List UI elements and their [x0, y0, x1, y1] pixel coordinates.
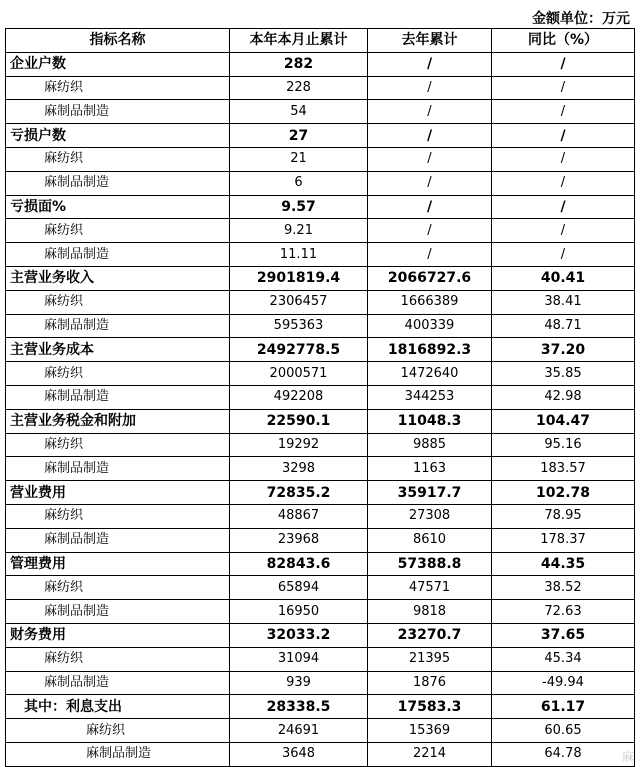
row-name-cell: 企业户数 [6, 52, 230, 76]
table-row [6, 147, 635, 171]
row-last-year-cell: 400339 [368, 314, 492, 338]
row-current-cell: 23968 [230, 528, 368, 552]
table-row [6, 695, 635, 719]
row-yoy-cell: 48.71 [492, 314, 635, 338]
table-row [6, 76, 635, 100]
row-last-year-cell: 8610 [368, 528, 492, 552]
table-row [6, 576, 635, 600]
row-last-year-cell: 9885 [368, 433, 492, 457]
statistics-table [5, 28, 635, 767]
row-current-cell: 31094 [230, 647, 368, 671]
table-row [6, 623, 635, 647]
row-name-cell: 麻制品制造 [6, 171, 230, 195]
row-current-cell: 3298 [230, 457, 368, 481]
table-row [6, 481, 635, 505]
header-yoy: 同比（%） [492, 29, 635, 53]
row-name-cell: 麻纺织 [6, 647, 230, 671]
row-yoy-cell: / [492, 171, 635, 195]
row-yoy-cell: 44.35 [492, 552, 635, 576]
table-row [6, 219, 635, 243]
table-row [6, 124, 635, 148]
row-last-year-cell: 1472640 [368, 362, 492, 386]
row-current-cell: 65894 [230, 576, 368, 600]
row-yoy-cell: 61.17 [492, 695, 635, 719]
row-last-year-cell: 23270.7 [368, 623, 492, 647]
row-last-year-cell: 9818 [368, 600, 492, 624]
row-current-cell: 21 [230, 147, 368, 171]
unit-label: 金额单位：万元 [532, 11, 630, 27]
row-name-cell: 麻制品制造 [6, 314, 230, 338]
row-yoy-cell: / [492, 124, 635, 148]
row-yoy-cell: -49.94 [492, 671, 635, 695]
row-name-cell: 麻制品制造 [6, 100, 230, 124]
table-row [6, 457, 635, 481]
table-row [6, 742, 635, 766]
row-current-cell: 24691 [230, 719, 368, 743]
row-last-year-cell: 35917.7 [368, 481, 492, 505]
table-row [6, 719, 635, 743]
row-last-year-cell: 57388.8 [368, 552, 492, 576]
table-row [6, 600, 635, 624]
row-name-cell: 麻制品制造 [6, 528, 230, 552]
table-row [6, 195, 635, 219]
row-last-year-cell: / [368, 124, 492, 148]
row-current-cell: 9.57 [230, 195, 368, 219]
row-current-cell: 2901819.4 [230, 266, 368, 290]
row-name-cell: 麻纺织 [6, 76, 230, 100]
row-current-cell: 282 [230, 52, 368, 76]
row-last-year-cell: / [368, 52, 492, 76]
row-yoy-cell: / [492, 76, 635, 100]
table-row [6, 290, 635, 314]
row-yoy-cell: 40.41 [492, 266, 635, 290]
row-current-cell: 3648 [230, 742, 368, 766]
row-current-cell: 939 [230, 671, 368, 695]
row-current-cell: 9.21 [230, 219, 368, 243]
row-name-cell: 麻纺织 [6, 147, 230, 171]
table-row [6, 100, 635, 124]
row-last-year-cell: 27308 [368, 504, 492, 528]
row-name-cell: 管理费用 [6, 552, 230, 576]
row-yoy-cell: 95.16 [492, 433, 635, 457]
row-name-cell: 主营业务收入 [6, 266, 230, 290]
table-row [6, 671, 635, 695]
row-last-year-cell: 11048.3 [368, 409, 492, 433]
row-current-cell: 48867 [230, 504, 368, 528]
row-yoy-cell: 42.98 [492, 385, 635, 409]
table-row [6, 647, 635, 671]
row-current-cell: 11.11 [230, 243, 368, 267]
row-name-cell: 麻纺织 [6, 219, 230, 243]
row-name-cell: 亏损户数 [6, 124, 230, 148]
table-row [6, 552, 635, 576]
row-name-cell: 麻纺织 [6, 433, 230, 457]
row-current-cell: 2000571 [230, 362, 368, 386]
row-last-year-cell: / [368, 147, 492, 171]
table-row [6, 266, 635, 290]
row-yoy-cell: 35.85 [492, 362, 635, 386]
header-last-year: 去年累计 [368, 29, 492, 53]
row-last-year-cell: 1816892.3 [368, 338, 492, 362]
row-name-cell: 麻纺织 [6, 576, 230, 600]
row-yoy-cell: 104.47 [492, 409, 635, 433]
table-row [6, 314, 635, 338]
row-last-year-cell: / [368, 195, 492, 219]
row-current-cell: 2492778.5 [230, 338, 368, 362]
row-last-year-cell: 17583.3 [368, 695, 492, 719]
row-current-cell: 82843.6 [230, 552, 368, 576]
row-name-cell: 麻制品制造 [6, 600, 230, 624]
table-row [6, 409, 635, 433]
row-current-cell: 492208 [230, 385, 368, 409]
row-last-year-cell: 21395 [368, 647, 492, 671]
row-yoy-cell: 37.65 [492, 623, 635, 647]
row-yoy-cell: 178.37 [492, 528, 635, 552]
table-row [6, 433, 635, 457]
table-row [6, 338, 635, 362]
row-yoy-cell: 183.57 [492, 457, 635, 481]
table-row [6, 171, 635, 195]
row-last-year-cell: / [368, 100, 492, 124]
row-name-cell: 麻制品制造 [6, 671, 230, 695]
row-last-year-cell: / [368, 171, 492, 195]
row-last-year-cell: 1163 [368, 457, 492, 481]
row-yoy-cell: / [492, 243, 635, 267]
row-current-cell: 16950 [230, 600, 368, 624]
row-last-year-cell: 344253 [368, 385, 492, 409]
row-last-year-cell: / [368, 76, 492, 100]
row-name-cell: 主营业务税金和附加 [6, 409, 230, 433]
row-yoy-cell: / [492, 195, 635, 219]
table-header-row [6, 29, 635, 53]
row-name-cell: 麻纺织 [6, 719, 230, 743]
row-current-cell: 19292 [230, 433, 368, 457]
row-last-year-cell: 1666389 [368, 290, 492, 314]
row-current-cell: 32033.2 [230, 623, 368, 647]
watermark: 麻 [621, 750, 634, 764]
row-current-cell: 28338.5 [230, 695, 368, 719]
row-name-cell: 麻制品制造 [6, 385, 230, 409]
row-name-cell: 主营业务成本 [6, 338, 230, 362]
row-yoy-cell: / [492, 219, 635, 243]
row-name-cell: 麻制品制造 [6, 457, 230, 481]
row-yoy-cell: / [492, 100, 635, 124]
row-last-year-cell: 2066727.6 [368, 266, 492, 290]
row-yoy-cell: / [492, 147, 635, 171]
row-current-cell: 22590.1 [230, 409, 368, 433]
row-last-year-cell: 15369 [368, 719, 492, 743]
header-current-ytd: 本年本月止累计 [230, 29, 368, 53]
row-yoy-cell: 102.78 [492, 481, 635, 505]
row-name-cell: 其中：利息支出 [6, 695, 230, 719]
row-last-year-cell: 47571 [368, 576, 492, 600]
row-yoy-cell: 45.34 [492, 647, 635, 671]
row-last-year-cell: / [368, 219, 492, 243]
row-name-cell: 麻纺织 [6, 290, 230, 314]
row-name-cell: 麻制品制造 [6, 243, 230, 267]
row-current-cell: 228 [230, 76, 368, 100]
row-yoy-cell: 78.95 [492, 504, 635, 528]
table-body [6, 52, 635, 766]
row-yoy-cell: 72.63 [492, 600, 635, 624]
row-current-cell: 72835.2 [230, 481, 368, 505]
row-yoy-cell: 38.41 [492, 290, 635, 314]
row-current-cell: 27 [230, 124, 368, 148]
row-name-cell: 财务费用 [6, 623, 230, 647]
table-row [6, 385, 635, 409]
row-yoy-cell: / [492, 52, 635, 76]
row-name-cell: 麻制品制造 [6, 742, 230, 766]
table-row [6, 243, 635, 267]
row-last-year-cell: / [368, 243, 492, 267]
row-last-year-cell: 2214 [368, 742, 492, 766]
row-current-cell: 595363 [230, 314, 368, 338]
row-name-cell: 营业费用 [6, 481, 230, 505]
row-current-cell: 2306457 [230, 290, 368, 314]
row-name-cell: 麻纺织 [6, 362, 230, 386]
table-row [6, 52, 635, 76]
row-yoy-cell: 60.65 [492, 719, 635, 743]
row-yoy-cell: 64.78 [492, 742, 635, 766]
header-indicator-name: 指标名称 [6, 29, 230, 53]
table-row [6, 504, 635, 528]
table-row [6, 362, 635, 386]
row-current-cell: 54 [230, 100, 368, 124]
row-yoy-cell: 37.20 [492, 338, 635, 362]
row-current-cell: 6 [230, 171, 368, 195]
row-name-cell: 麻纺织 [6, 504, 230, 528]
table-row [6, 528, 635, 552]
row-yoy-cell: 38.52 [492, 576, 635, 600]
row-last-year-cell: 1876 [368, 671, 492, 695]
row-name-cell: 亏损面% [6, 195, 230, 219]
